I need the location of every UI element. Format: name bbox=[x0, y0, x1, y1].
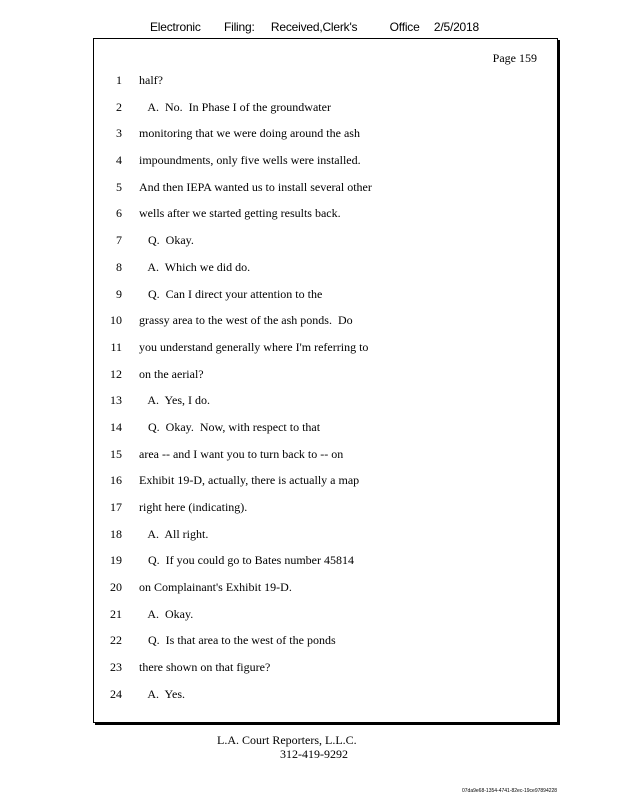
line-text: Q. Can I direct your attention to the bbox=[139, 286, 323, 301]
footer-company: L.A. Court Reporters, L.L.C. bbox=[217, 733, 357, 747]
transcript-line bbox=[94, 607, 557, 634]
header-word-received: Received,Clerk's bbox=[270, 20, 358, 34]
line-number: 17 bbox=[110, 500, 122, 514]
line-text: there shown on that figure? bbox=[139, 660, 271, 675]
line-number: 23 bbox=[110, 660, 122, 675]
line-number: 24 bbox=[110, 686, 122, 701]
transcript-line bbox=[94, 206, 557, 233]
transcript-line bbox=[94, 367, 557, 394]
transcript-line bbox=[94, 633, 557, 660]
transcript-line bbox=[94, 527, 557, 554]
transcript-line bbox=[94, 553, 557, 580]
line-text: Q. Okay. bbox=[139, 233, 194, 248]
line-text: right here (indicating). bbox=[139, 500, 248, 514]
line-number: 20 bbox=[110, 580, 122, 595]
line-text: grassy area to the west of the ash ponds. Do bbox=[139, 313, 353, 328]
header-word-electronic: Electronic bbox=[150, 20, 201, 34]
line-number: 1 bbox=[116, 73, 122, 87]
line-number: 11 bbox=[110, 339, 122, 354]
line-text: on the aerial? bbox=[139, 366, 204, 381]
transcript-line bbox=[94, 73, 557, 100]
transcript-line bbox=[94, 126, 557, 153]
line-text: monitoring that we were doing around the ash bbox=[139, 126, 360, 141]
transcript-line bbox=[94, 393, 557, 420]
line-number: 13 bbox=[110, 393, 122, 408]
transcript-line bbox=[94, 420, 557, 447]
header-word-filing: Filing: bbox=[223, 20, 255, 34]
line-text: area -- and I want you to turn back to -- on bbox=[139, 446, 344, 461]
transcript-line bbox=[94, 500, 557, 527]
transcript-line bbox=[94, 233, 557, 260]
transcript-line bbox=[94, 687, 557, 714]
line-number: 3 bbox=[116, 126, 122, 141]
line-number: 16 bbox=[110, 473, 122, 488]
line-text: A. Yes, I do. bbox=[139, 393, 211, 408]
line-number: 15 bbox=[110, 446, 122, 461]
line-text: half? bbox=[139, 73, 163, 87]
transcript-line bbox=[94, 340, 557, 367]
line-text: wells after we started getting results back. bbox=[139, 206, 341, 221]
line-number: 22 bbox=[110, 633, 122, 648]
line-text: impoundments, only five wells were installed. bbox=[139, 153, 361, 168]
line-text: A. Yes. bbox=[139, 686, 186, 701]
line-number: 21 bbox=[110, 606, 122, 621]
line-text: Exhibit 19-D, actually, there is actually a map bbox=[139, 473, 360, 488]
line-number: 2 bbox=[116, 99, 122, 114]
line-number: 4 bbox=[116, 153, 122, 168]
line-number: 8 bbox=[116, 259, 122, 274]
transcript-line bbox=[94, 287, 557, 314]
document-id: 07da9e68-1354-4741-82ec-19ce97894228 bbox=[462, 788, 558, 794]
line-number: 18 bbox=[110, 526, 122, 541]
line-text: A. Which we did do. bbox=[139, 259, 251, 274]
line-text: A. All right. bbox=[139, 526, 209, 541]
transcript-lines bbox=[94, 73, 557, 714]
line-number: 9 bbox=[116, 286, 122, 301]
line-number: 5 bbox=[116, 179, 122, 194]
line-number: 7 bbox=[116, 233, 122, 248]
page-number: Page 159 bbox=[492, 51, 537, 65]
transcript-line bbox=[94, 660, 557, 687]
transcript-line bbox=[94, 100, 557, 127]
transcript-line bbox=[94, 260, 557, 287]
line-text: Q. If you could go to Bates number 45814 bbox=[139, 553, 354, 568]
transcript-line bbox=[94, 313, 557, 340]
transcript-line bbox=[94, 180, 557, 207]
line-number: 19 bbox=[110, 553, 122, 568]
transcript-line bbox=[94, 153, 557, 180]
line-text: you understand generally where I'm referring to bbox=[139, 339, 369, 354]
line-text: A. No. In Phase I of the groundwater bbox=[139, 99, 331, 114]
line-text: on Complainant's Exhibit 19-D. bbox=[139, 580, 292, 595]
header-date: 2/5/2018 bbox=[433, 20, 479, 34]
line-number: 12 bbox=[110, 366, 122, 381]
line-text: And then IEPA wanted us to install several other bbox=[139, 179, 372, 194]
line-text: A. Okay. bbox=[139, 606, 194, 621]
line-number: 14 bbox=[110, 419, 122, 434]
transcript-line bbox=[94, 580, 557, 607]
filing-header bbox=[150, 20, 479, 34]
footer-phone: 312-419-9292 bbox=[280, 747, 348, 761]
line-text: Q. Is that area to the west of the ponds bbox=[139, 633, 336, 648]
header-word-office: Office bbox=[389, 20, 420, 34]
line-number: 10 bbox=[110, 313, 122, 328]
transcript-page bbox=[93, 38, 558, 723]
line-text: Q. Okay. Now, with respect to that bbox=[139, 419, 321, 434]
line-number: 6 bbox=[116, 206, 122, 221]
transcript-line bbox=[94, 473, 557, 500]
transcript-line bbox=[94, 447, 557, 474]
